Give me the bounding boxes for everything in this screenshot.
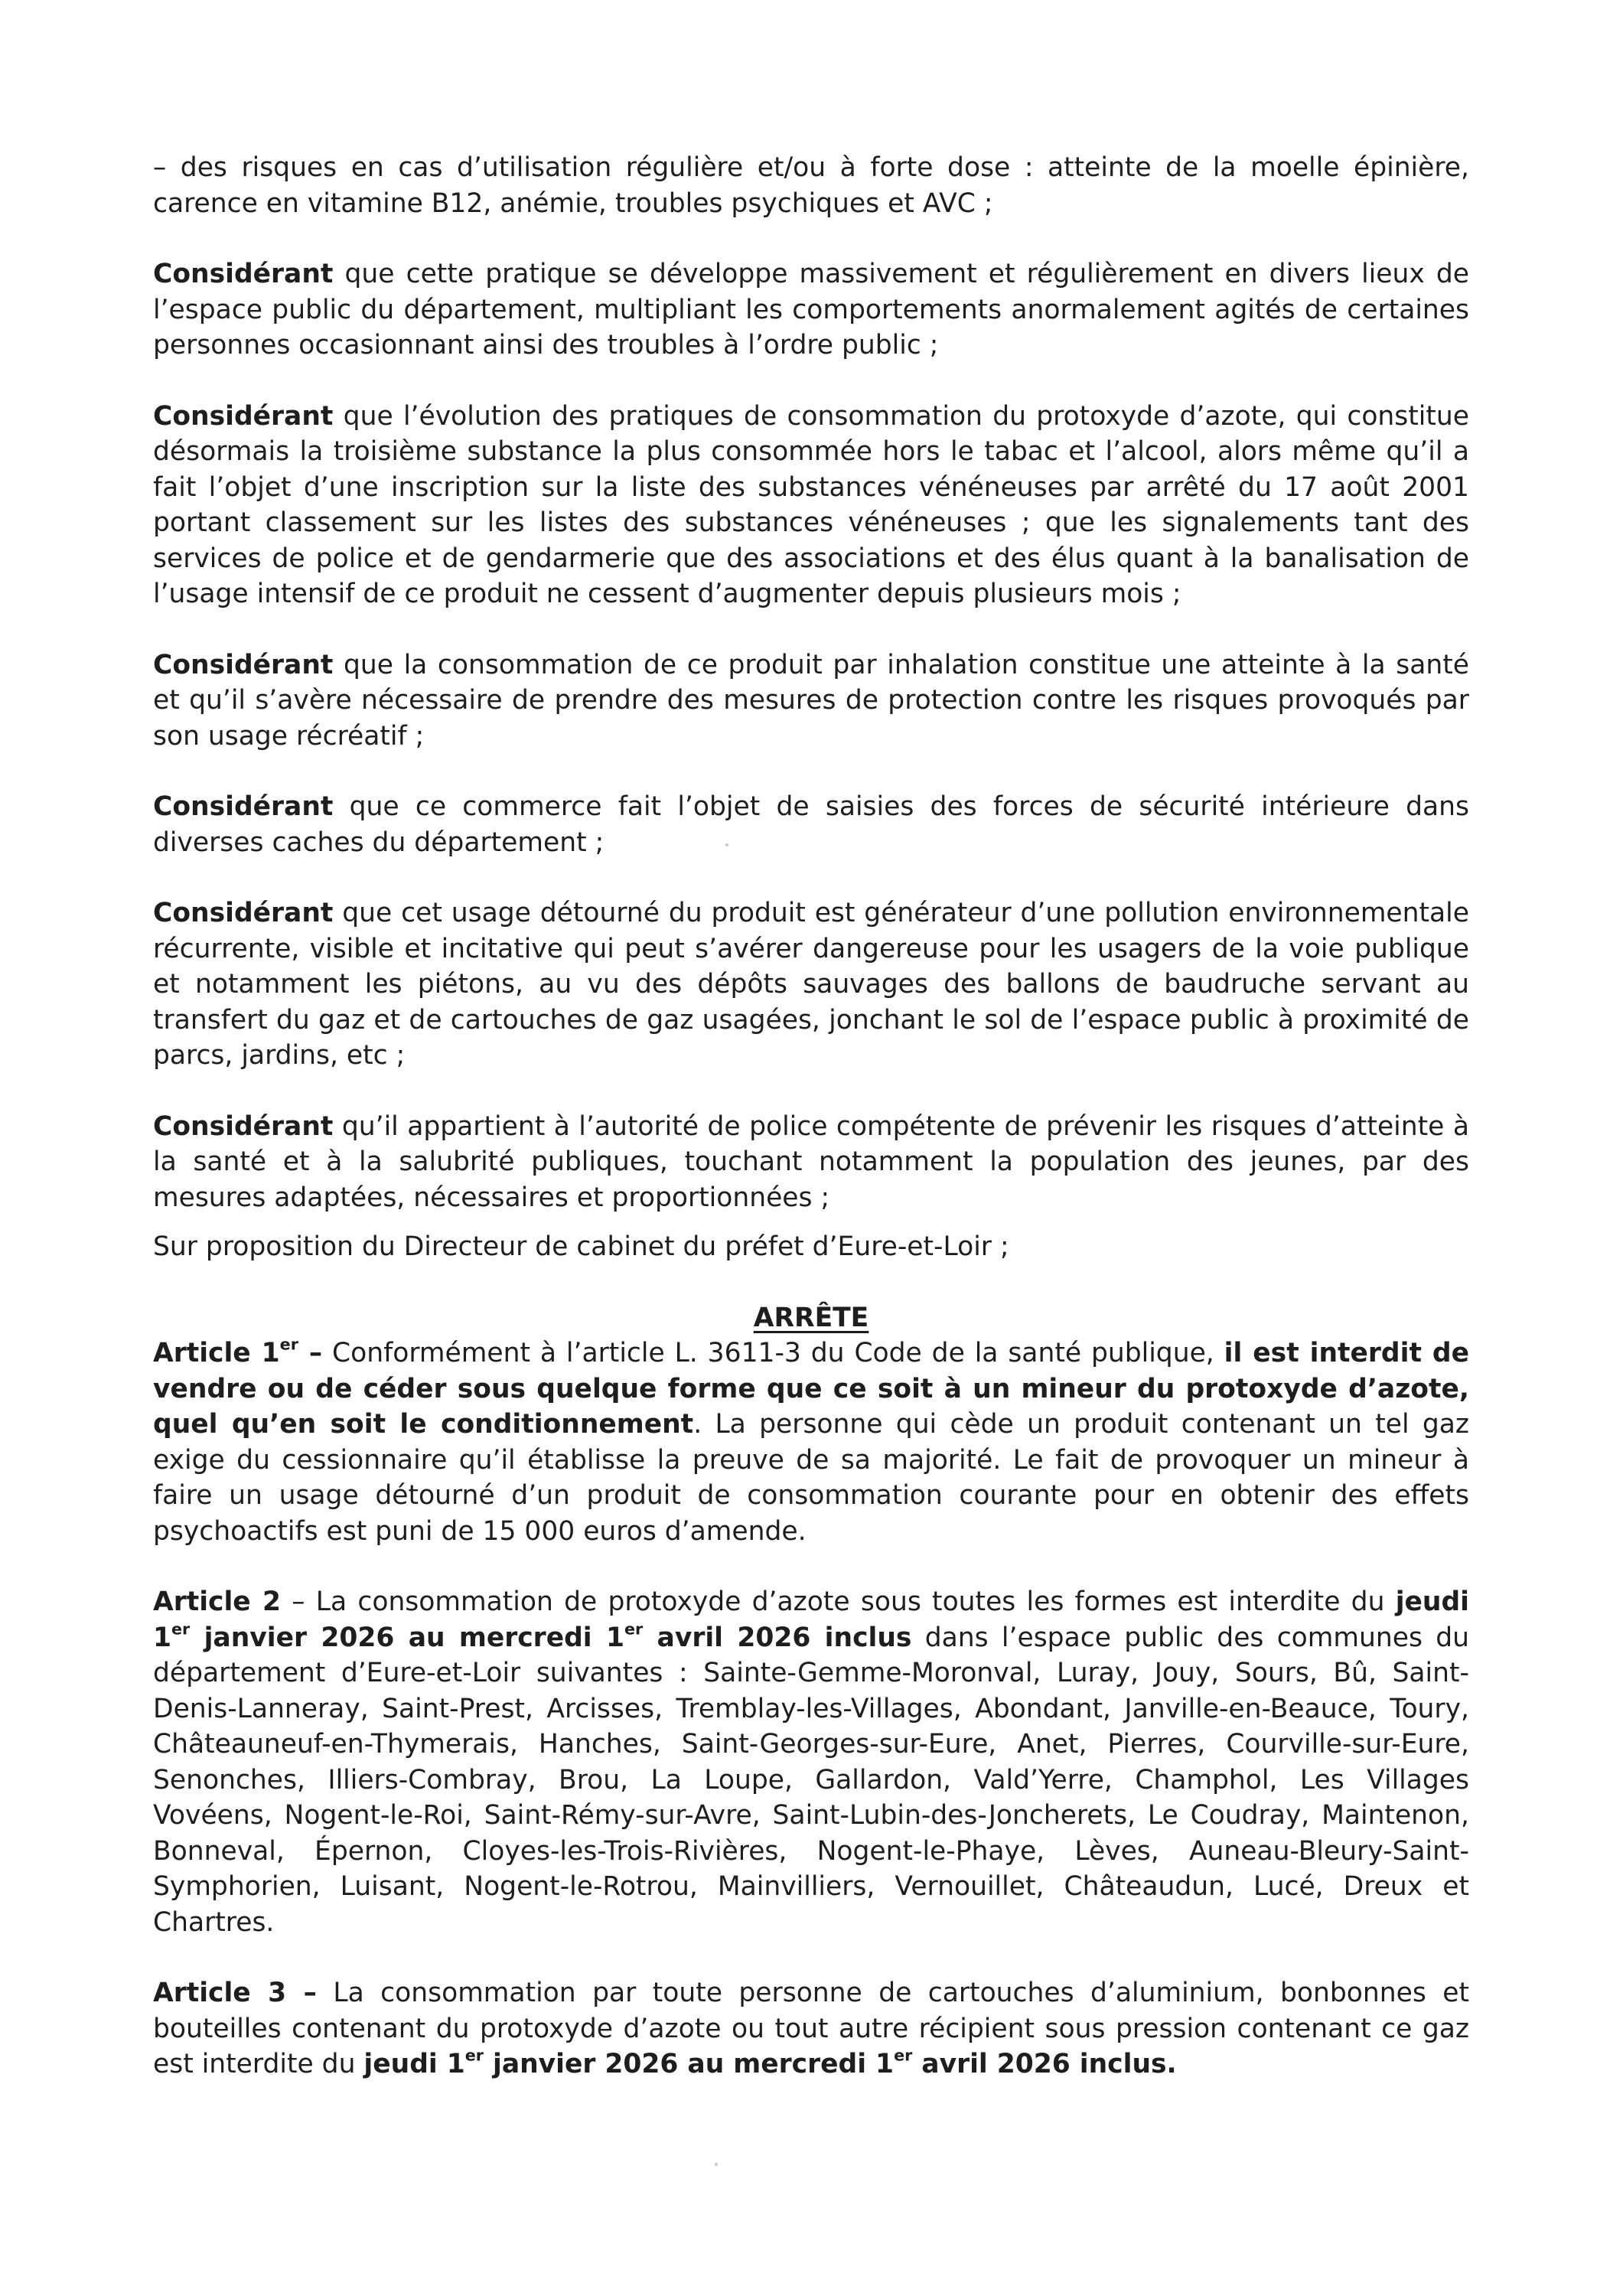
considerant-text: que cet usage détourné du produit est générateur d’une pollution environnementale récurrente, visible et incitative qui peut s’avérer dangereuse pour les usagers de la voie publique et notamment les piétons, au vu des dépôts sauvages des ballons de baudruche servant au transfert du gaz et de cartouches de gaz usagées, jonchant le sol de l’espace public à proximité de parcs, jardins, etc ;: [153, 898, 1469, 1071]
considerant-paragraph-4: [153, 789, 1469, 860]
considerant-paragraph-5: [153, 895, 1469, 1074]
considerant-text: que ce commerce fait l’objet de saisies des forces de sécurité intérieure dans diverses caches du département ;: [153, 791, 1469, 858]
document-page: [153, 150, 1469, 2082]
article-2: Article 2 – La consommation de protoxyde d’azote sous toutes les formes est interdite du jeudi 1er janvier 2026 au mercredi 1er avril 2026 inclus dans l’espace public des communes du département d’Eure-et-Loir suivantes : Sainte-Gemme-Moronval, Luray, Jouy, Sours, Bû, Saint-Denis-Lanneray, Saint-Prest, Arcisses, Tremblay-les-Villages, Abondant, Janville-en-Beauce, Toury, Châteauneuf-en-Thymerais, Hanches, Saint-Georges-sur-Eure, Anet, Pierres, Courville-sur-Eure, Senonches, Illiers-Combray, Brou, La Loupe, Gallardon, Vald’Yerre, Champhol, Les Villages Vovéens, Nogent-le-Roi, Saint-Rémy-sur-Avre, Saint-Lubin-des-Joncherets, Le Coudray, Maintenon, Bonneval, Épernon, Cloyes-les-Trois-Rivières, Nogent-le-Phaye, Lèves, Auneau-Bleury-Saint-Symphorien, Luisant, Nogent-le-Rotrou, Mainvilliers, Vernouillet, Châteaudun, Lucé, Dreux et Chartres.: [153, 1587, 1469, 1938]
article-1-emphasis: il est interdit de vendre ou de céder sous quelque forme que ce soit à un mineur du protoxyde d’azote, quel qu’en soit le conditionnement: [153, 1338, 1469, 1440]
considerant-lead: Considérant: [153, 791, 334, 822]
considerant-lead: Considérant: [153, 649, 334, 680]
article-label: Article 3 –: [153, 1978, 317, 2008]
considerant-lead: Considérant: [153, 898, 334, 928]
article-3-dates: jeudi 1er janvier 2026 au mercredi 1er avril 2026 inclus.: [363, 2046, 1177, 2079]
considerant-paragraph-1: [153, 256, 1469, 364]
considerant-paragraph-2: [153, 399, 1469, 612]
scan-speck: [725, 843, 728, 846]
considerant-lead: Considérant: [153, 1110, 334, 1142]
considerant-text: qu’il appartient à l’autorité de police compétente de prévenir les risques d’atteinte à la santé et à la salubrité publiques, touchant notamment la population des jeunes, par des mesures adaptées, nécessaires et proportionnées ;: [153, 1110, 1469, 1213]
article-2-communes: dans l’espace public des communes du département d’Eure-et-Loir suivantes : Sainte-Gemme-Moronval, Luray, Jouy, Sours, Bû, Saint-Denis-Lanneray, Saint-Prest, Arcisses, Tremblay-les-Villages, Abondant, Janville-en-Beauce, Toury, Châteauneuf-en-Thymerais, Hanches, Saint-Georges-sur-Eure, Anet, Pierres, Courville-sur-Eure, Senonches, Illiers-Combray, Brou, La Loupe, Gallardon, Vald’Yerre, Champhol, Les Villages Vovéens, Nogent-le-Roi, Saint-Rémy-sur-Avre, Saint-Lubin-des-Joncherets, Le Coudray, Maintenon, Bonneval, Épernon, Cloyes-les-Trois-Rivières, Nogent-le-Phaye, Lèves, Auneau-Bleury-Saint-Symphorien, Luisant, Nogent-le-Rotrou, Mainvilliers, Vernouillet, Châteaudun, Lucé, Dreux et Chartres.: [153, 1622, 1469, 1938]
risk-list-item: [153, 150, 1469, 221]
considerant-paragraph-6: [153, 1109, 1469, 1216]
proposition-text: Sur proposition du Directeur de cabinet du préfet d’Eure-et-Loir ;: [153, 1231, 1009, 1262]
scan-speck: [715, 2163, 718, 2166]
article-label: Article 2: [153, 1587, 282, 1617]
considerant-lead: Considérant: [153, 259, 334, 289]
article-2-dates: jeudi 1er janvier 2026 au mercredi 1er avril 2026 inclus: [153, 1587, 1469, 1653]
article-1: Article 1er – Conformément à l’article L. 3611-3 du Code de la santé publique, il est interdit de vendre ou de céder sous quelque forme que ce soit à un mineur du protoxyde d’azote, quel qu’en soit le conditionnement. La personne qui cède un produit contenant un tel gaz exige du cessionnaire qu’il établisse la preuve de sa majorité. Le fait de provoquer un mineur à faire un usage détourné d’un produit de consommation courante pour en obtenir des effets psychoactifs est puni de 15 000 euros d’amende.: [153, 1335, 1469, 1547]
proposition-paragraph: [153, 1229, 1469, 1265]
decree-heading: ARRÊTE: [753, 1302, 869, 1333]
considerant-lead: Considérant: [153, 400, 334, 432]
considerant-paragraph-3: [153, 647, 1469, 755]
considerant-text: que la consommation de ce produit par inhalation constitue une atteinte à la santé et qu’il s’avère nécessaire de prendre des mesures de protection contre les risques provoqués par son usage récréatif ;: [153, 649, 1469, 752]
article-label: Article 1er –: [153, 1335, 323, 1368]
risk-list-text: – des risques en cas d’utilisation régulière et/ou à forte dose : atteinte de la moelle épinière, carence en vitamine B12, anémie, troubles psychiques et AVC ;: [153, 152, 1469, 219]
article-3: Article 3 – La consommation par toute personne de cartouches d’aluminium, bonbonnes et bouteilles contenant du protoxyde d’azote ou tout autre récipient sous pression contenant ce gaz est interdite du jeudi 1er janvier 2026 au mercredi 1er avril 2026 inclus.: [153, 1978, 1469, 2079]
considerant-text: que l’évolution des pratiques de consommation du protoxyde d’azote, qui constitue désormais la troisième substance la plus consommée hors le tabac et l’alcool, alors même qu’il a fait l’objet d’une inscription sur la liste des substances vénéneuses par arrêté du 17 août 2001 portant classement sur les listes des substances vénéneuses ; que les signalements tant des services de police et de gendarmerie que des associations et des élus quant à la banalisation de l’usage intensif de ce produit ne cessent d’augmenter depuis plusieurs mois ;: [153, 400, 1469, 609]
considerant-text: que cette pratique se développe massivement et régulièrement en divers lieux de l’espace public du département, multipliant les comportements anormalement agités de certaines personnes occasionnant ainsi des troubles à l’ordre public ;: [153, 259, 1469, 360]
